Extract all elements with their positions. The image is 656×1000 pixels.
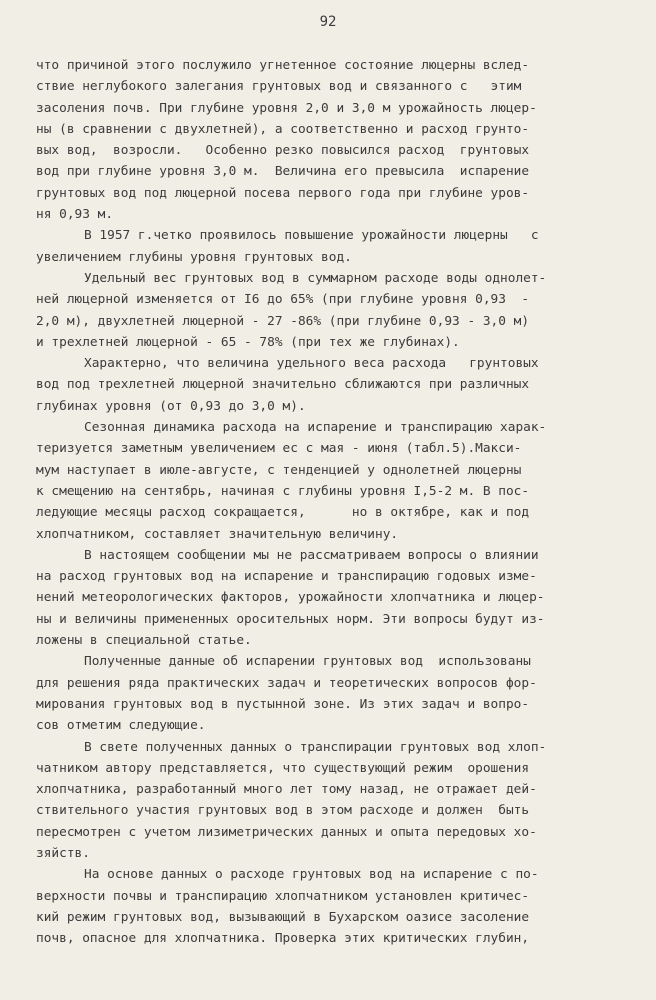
text-line: мирования грунтовых вод в пустынной зоне. Из этих задач и вопро- [36, 696, 530, 712]
text-line: чатником автору представляется, что существующий режим орошения [36, 760, 530, 776]
paragraph [36, 417, 606, 545]
text-line: На основе данных о расходе грунтовых вод на испарение с по- [84, 867, 539, 883]
text-line: сов отметим следующие. [36, 718, 206, 734]
paragraph [36, 268, 606, 353]
text-line: ложены в специальной статье. [36, 633, 252, 649]
text-line: Полученные данные об испарении грунтовых вод использованы [84, 654, 531, 670]
body-text [36, 55, 606, 949]
text-line: и трехлетней люцерной - 65 - 78% (при тех же глубинах). [36, 334, 460, 350]
page-number: 92 [319, 14, 337, 30]
paragraph [36, 55, 606, 225]
text-line: ня 0,93 м. [36, 207, 114, 223]
text-line: нений метеорологических факторов, урожайности хлопчатника и люцер- [36, 590, 545, 606]
text-line: теризуется заметным увеличением ес с мая - июня (табл.5).Макси- [36, 441, 522, 457]
text-line: пересмотрен с учетом лизиметрических данных и опыта передовых хо- [36, 824, 537, 840]
paragraph [36, 737, 606, 865]
text-line: на расход грунтовых вод на испарение и транспирацию годовых изме- [36, 569, 537, 585]
text-line: хлопчатника, разработанный много лет тому назад, не отражает дей- [36, 782, 537, 798]
text-line: почв, опасное для хлопчатника. Проверка этих критических глубин, [36, 931, 530, 947]
text-line: к смещению на сентябрь, начиная с глубины уровня I,5-2 м. В пос- [36, 483, 530, 499]
paragraph [36, 353, 606, 417]
text-line: верхности почвы и транспирацию хлопчатником установлен критичес- [36, 888, 530, 904]
text-line: ствительного участия грунтовых вод в этом расходе и должен быть [36, 803, 530, 819]
text-line: ны и величины примененных оросительных норм. Эти вопросы будут из- [36, 611, 545, 627]
paragraph [36, 225, 606, 268]
text-line: Характерно, что величина удельного веса расхода грунтовых [84, 356, 539, 372]
text-line: глубинах уровня (от 0,93 до 3,0 м). [36, 398, 306, 414]
text-line: ствие неглубокого залегания грунтовых вод и связанного с этим [36, 79, 522, 95]
text-line: ледующие месяцы расход сокращается, но в октябре, как и под [36, 505, 530, 521]
paragraph [36, 545, 606, 651]
paragraph [36, 651, 606, 736]
text-line: вых вод, возросли. Особенно резко повысился расход грунтовых [36, 143, 530, 159]
text-line: В 1957 г.четко проявилось повышение урожайности люцерны с [84, 228, 539, 244]
text-line: грунтовых вод под люцерной посева первого года при глубине уров- [36, 185, 530, 201]
text-line: ны (в сравнении с двухлетней), а соответственно и расход грунто- [36, 121, 530, 137]
text-line: мум наступает в июле-августе, с тенденцией у однолетней люцерны [36, 462, 522, 478]
text-line: Удельный вес грунтовых вод в суммарном расходе воды однолет- [84, 270, 547, 286]
text-line: зяйств. [36, 845, 90, 861]
text-line: что причиной этого послужило угнетенное состояние люцерны вслед- [36, 58, 530, 73]
text-line: хлопчатником, составляет значительную величину. [36, 526, 399, 542]
text-line: Сезонная динамика расхода на испарение и транспирацию харак- [84, 420, 547, 436]
text-line: ней люцерной изменяется от I6 до 65% (при глубине уровня 0,93 - [36, 292, 530, 308]
text-line: вод при глубине уровня 3,0 м. Величина его превысила испарение [36, 164, 530, 180]
text-line: засоления почв. При глубине уровня 2,0 и 3,0 м урожайность люцер- [36, 100, 537, 116]
text-line: В свете полученных данных о транспирации грунтовых вод хлоп- [84, 739, 547, 755]
text-line: для решения ряда практических задач и теоретических вопросов фор- [36, 675, 537, 691]
text-line: вод под трехлетней люцерной значительно сближаются при различных [36, 377, 530, 393]
text-line: увеличением глубины уровня грунтовых вод. [36, 249, 352, 265]
paragraph [36, 864, 606, 949]
text-line: кий режим грунтовых вод, вызывающий в Бухарском оазисе засоление [36, 909, 530, 925]
text-line: 2,0 м), двухлетней люцерной - 27 -86% (при глубине 0,93 - 3,0 м) [36, 313, 530, 329]
text-line: В настоящем сообщении мы не рассматриваем вопросы о влиянии [84, 547, 539, 563]
